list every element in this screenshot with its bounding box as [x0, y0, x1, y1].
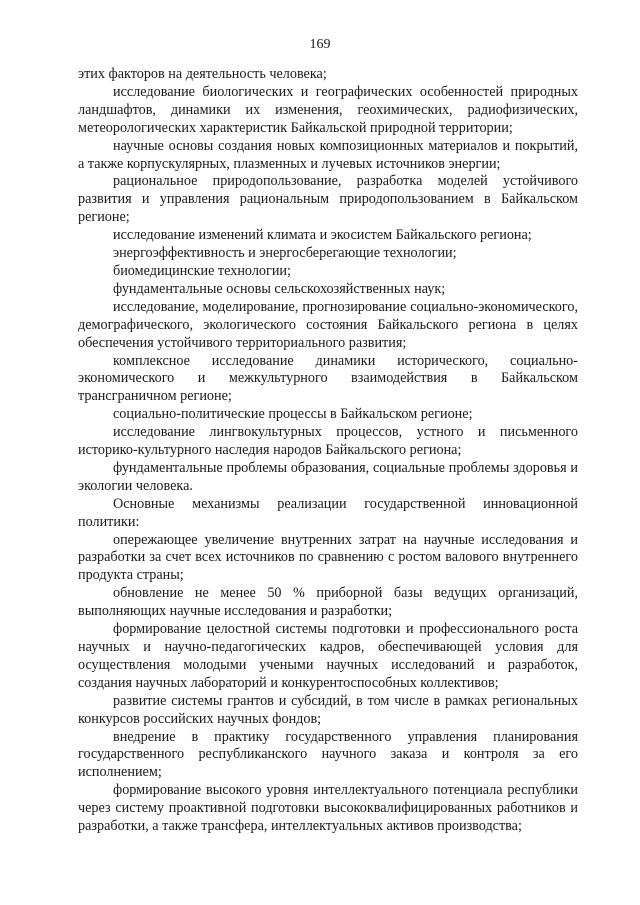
list-item: энергоэффективность и энергосберегающие технологии;	[113, 245, 457, 262]
page-number: 169	[309, 37, 331, 52]
list-item: научные основы создания новых композиционных материалов и покрытий, а также корпускулярных, плазменных и лучевых источников энергии;	[78, 137, 578, 172]
list-item: биомедицинские технологии;	[113, 262, 291, 279]
list-item: исследование биологических и географических особенностей природных ландшафтов, динамики их изменения, геохимических, радиофизических, метеорологических характеристик Байкальской природной территории;	[78, 83, 578, 136]
list-item: исследование лингвокультурных процессов, устного и письменного историко-культурного наследия народов Байкальского региона;	[78, 424, 578, 459]
list-item: формирование целостной системы подготовки и профессионального роста научных и научно-педагогических кадров, обеспечивающей условия для осуществления молодыми учеными научных исследований и разработок, создания научных лабораторий и конкурентоспособных коллективов;	[78, 621, 578, 691]
body-text	[78, 66, 578, 836]
list-item: внедрение в практику государственного управления планирования государственного республиканского научного заказа и контроля за его исполнением;	[78, 728, 578, 781]
list-item: исследование изменений климата и экосистем Байкальского региона;	[113, 227, 532, 244]
list-item: фундаментальные проблемы образования, социальные проблемы здоровья и экологии человека.	[78, 459, 578, 494]
list-item: рациональное природопользование, разработка моделей устойчивого развития и управления рациональным природопользованием в Байкальском регионе;	[78, 173, 578, 226]
section-intro-paragraph: Основные механизмы реализации государственной инновационной политики:	[78, 495, 578, 530]
list-item: комплексное исследование динамики исторического, социально-экономического и межкультурного взаимодействия в Байкальском трансграничном регионе;	[78, 352, 578, 405]
list-item: обновление не менее 50 % приборной базы ведущих организаций, выполняющих научные исследования и разработки;	[78, 585, 578, 620]
paragraph-continuation: этих факторов на деятельность человека;	[78, 66, 327, 82]
list-item: социально-политические процессы в Байкальском регионе;	[113, 406, 473, 423]
list-item: развитие системы грантов и субсидий, в том числе в рамках региональных конкурсов российских научных фондов;	[78, 692, 578, 727]
list-item: фундаментальные основы сельскохозяйственных наук;	[113, 280, 446, 297]
list-item: исследование, моделирование, прогнозирование социально-экономического, демографического, экологического состояния Байкальского региона в целях обеспечения устойчивого территориального развития;	[78, 298, 578, 351]
list-item: опережающее увеличение внутренних затрат на научные исследования и разработки за счет всех источников по сравнению с ростом валового внутреннего продукта страны;	[78, 531, 578, 584]
list-item: формирование высокого уровня интеллектуального потенциала республики через систему проактивной подготовки высококвалифицированных работников и разработки, а также трансфера, интеллектуальных активов производства;	[78, 782, 578, 835]
